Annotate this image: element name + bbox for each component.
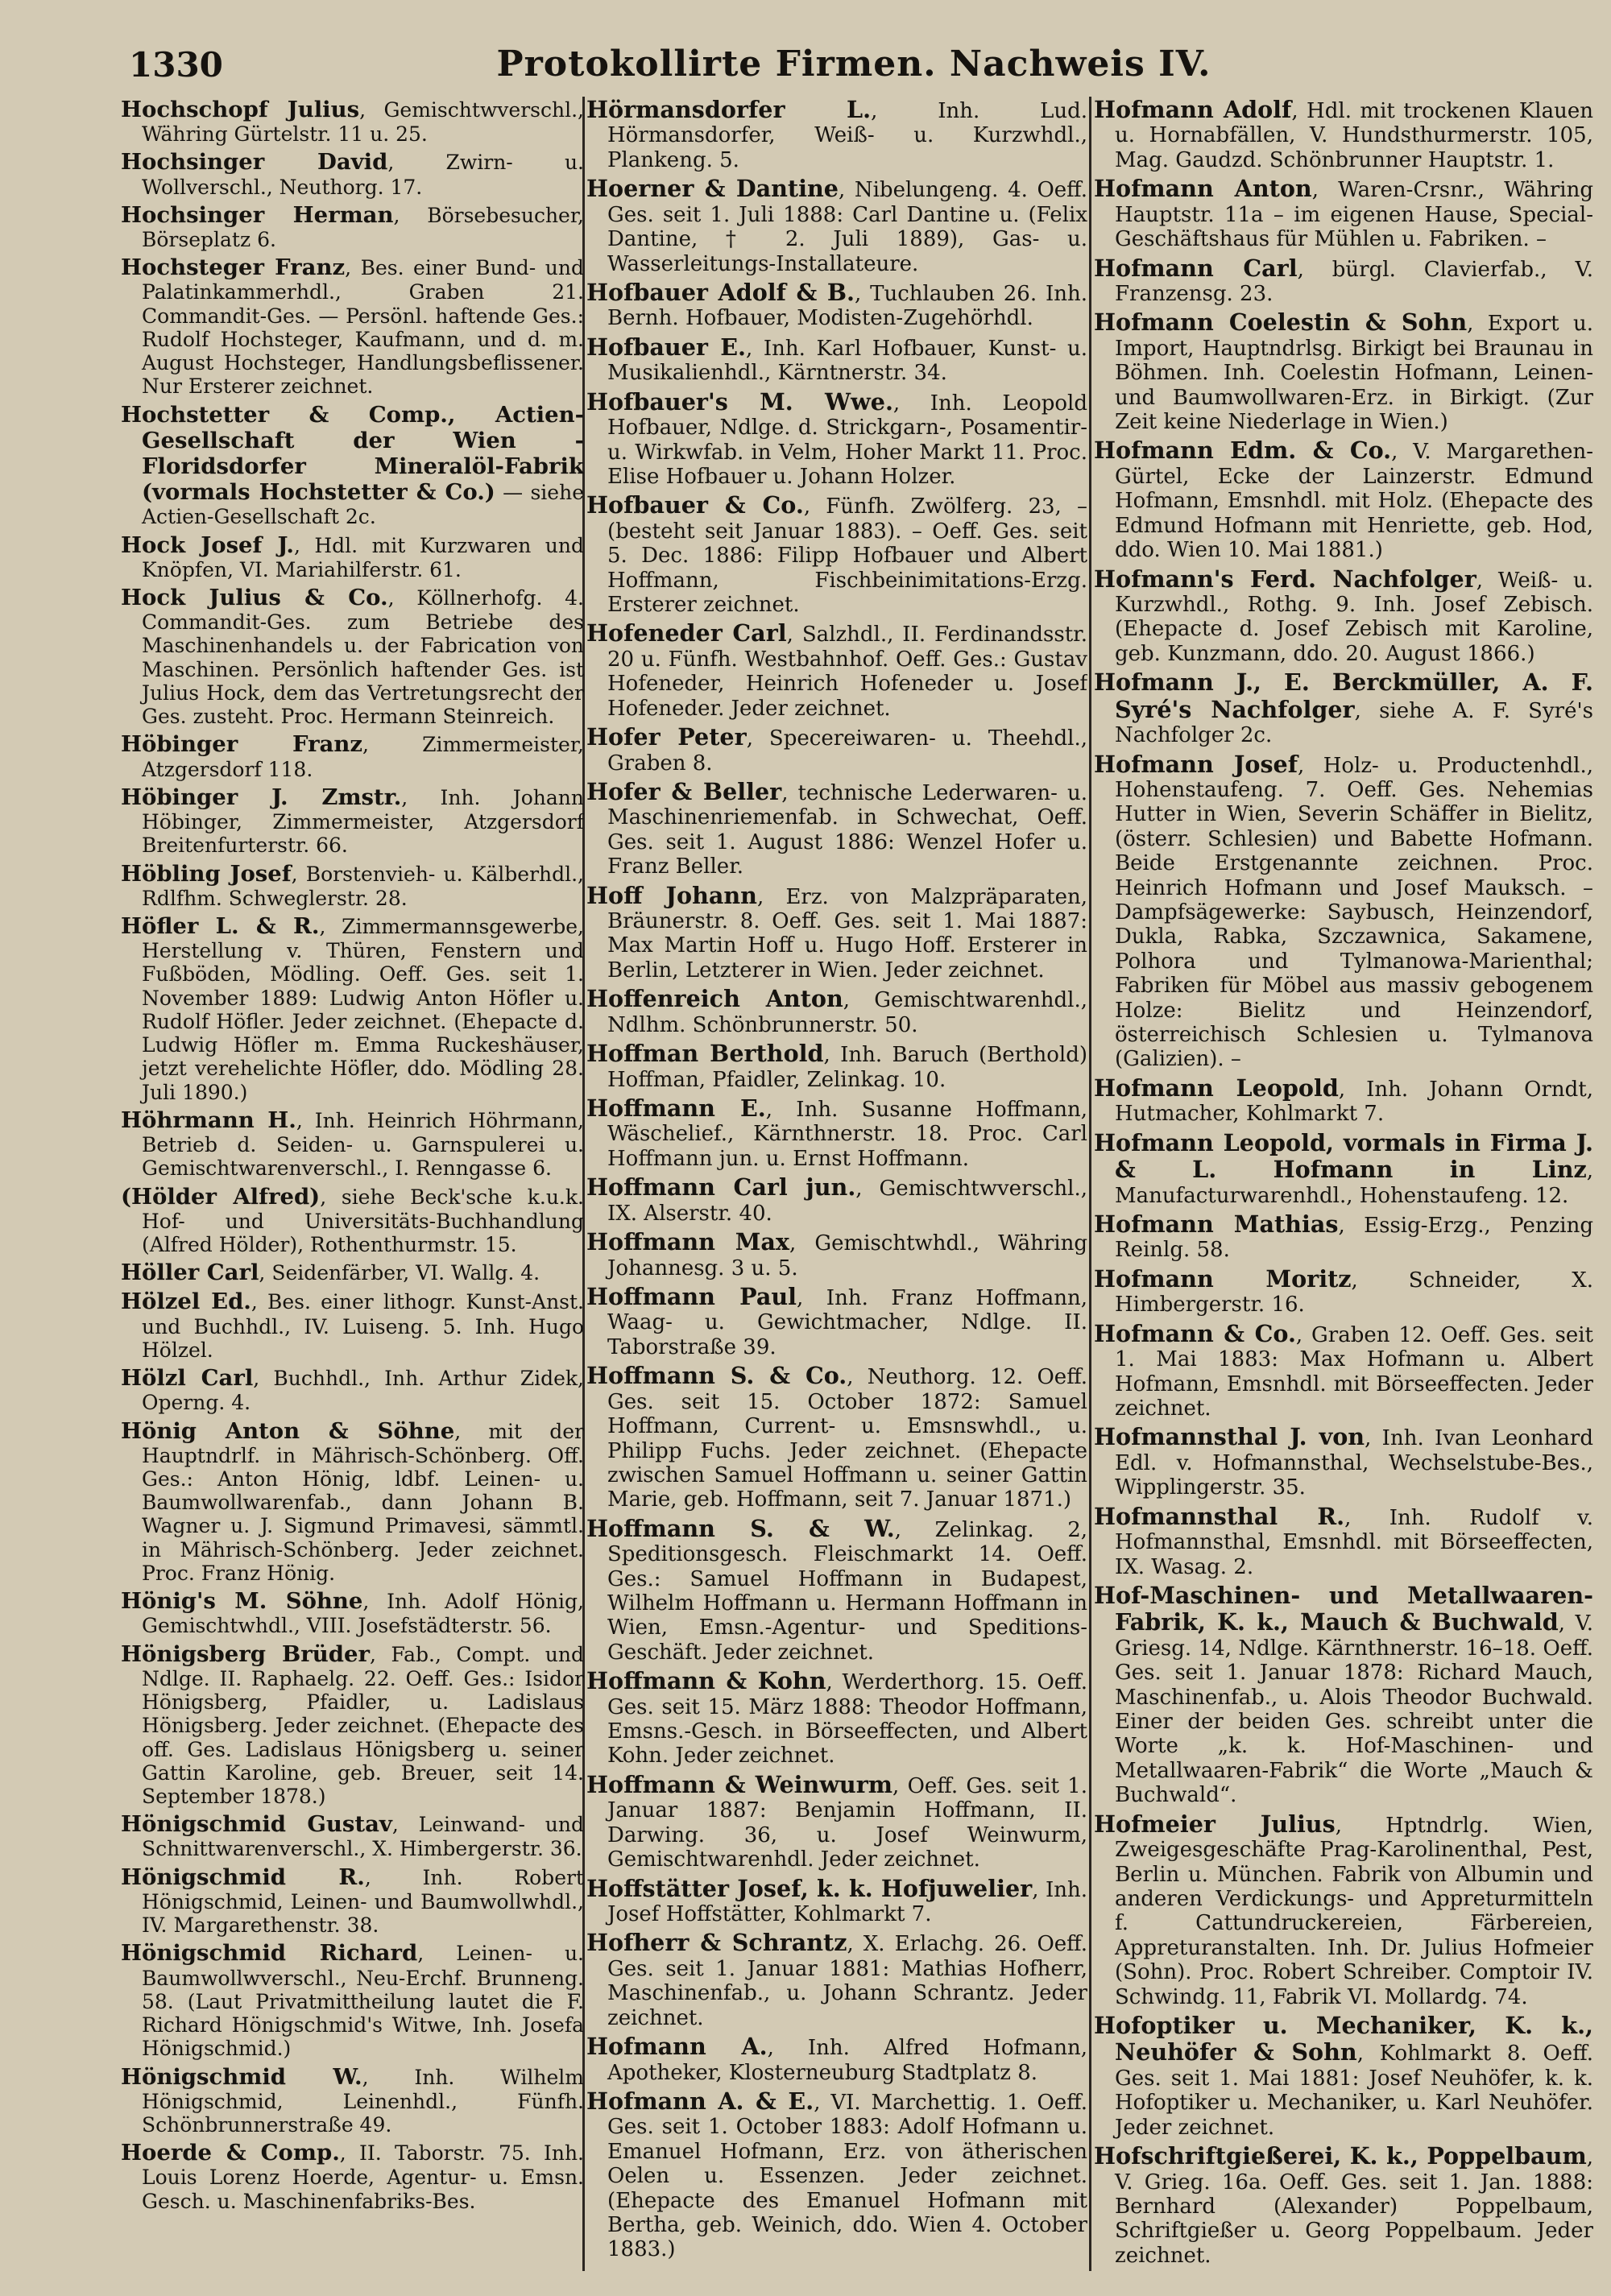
firm-details: , V. Griesg. 14, Ndlge. Kärnthnerstr. 16–18. Oeff. Ges. seit 1. Januar 1878: Richard Mauch, Maschinenfab., u. Alois Theodor Buchwald. Einer der beiden Ges. schreibt unter die Worte „k. k. Hof-Maschinen- und Metallwaaren-Fabrik“ die Worte „Mauch & Buchwald“. (1115, 1611, 1593, 1808)
directory-entry (1094, 751, 1593, 1072)
firm-name: Hofbauer's M. Wwe. (586, 387, 893, 416)
firm-name: (Hölder Alfred) (121, 1183, 321, 1210)
firm-name: Hofmann Adolf (1094, 97, 1292, 123)
directory-entry (121, 1260, 584, 1285)
firm-name: Hochsinger David (121, 149, 388, 176)
directory-entry (586, 389, 1087, 490)
directory-entry (586, 1095, 1087, 1171)
directory-entry (586, 779, 1087, 879)
firm-details: , Hdl. mit trockenen Klauen u. Hornabfällen, V. Hundsthurmerstr. 105, Mag. Gaudzd. Schönbrunner Hauptstr. 1. (1115, 99, 1593, 172)
firm-name: Höbinger J. Zmstr. (121, 784, 402, 810)
firm-name: Hofmann's Ferd. Nachfolger (1094, 565, 1476, 593)
directory-entry (1094, 1266, 1593, 1318)
firm-name: Hoffmann & Weinwurm (586, 1770, 893, 1798)
directory-entry (586, 986, 1087, 1037)
firm-name: Hoffmann E. (586, 1094, 766, 1122)
firm-name: Hoff Johann (586, 881, 757, 909)
firm-details: , Schneider, X. Himbergerstr. 16. (1115, 1268, 1593, 1318)
firm-name: Hönigsberg Brüder (121, 1640, 370, 1667)
directory-entry (586, 1772, 1087, 1872)
firm-name: Hofoptiker u. Mechaniker, K. k., Neuhöfer & Sohn (1094, 2012, 1593, 2066)
firm-details: , Manufacturwarenhdl., Hohenstaufeng. 12. (1115, 1159, 1593, 1208)
directory-entry (1094, 566, 1593, 667)
directory-entry (586, 2088, 1087, 2262)
firm-name: Hoffmann Paul (586, 1282, 797, 1310)
firm-details: , Inh. Lud. Hörmansdorfer, Weiß- u. Kurzwhdl., Plankeng. 5. (607, 99, 1087, 172)
firm-name: Hoffstätter Josef, k. k. Hofjuwelier (586, 1874, 1033, 1902)
directory-entry (586, 1229, 1087, 1280)
firm-details: , Fab., Compt. und Ndlge. II. Raphaelg. 22. Oeff. Ges.: Isidor Hönigsberg, Pfaidler, u. Ladislaus Hönigsberg. Jeder zeichnet. (Ehepacte des off. Ges. Ladislaus Hönigsberg u. seiner Gattin Karoline, geb. Breuer, seit 14. September 1878.) (142, 1642, 584, 1809)
directory-entry (586, 279, 1087, 331)
directory-entry (1094, 97, 1593, 172)
firm-details: , Specereiwaren- u. Theehdl., Graben 8. (607, 726, 1087, 776)
directory-entry (1094, 1321, 1593, 1421)
firm-details: , Inh. Leopold Hofbauer, Ndlge. d. Strickgarn-, Posamentir- u. Wirkwfab. in Velm, Hoher Markt 11. Proc. Elise Hofbauer u. Johann Holzer. (607, 391, 1087, 489)
firm-details: , siehe A. F. Syré's Nachfolger 2c. (1115, 698, 1593, 748)
firm-details: — siehe Actien-Gesellschaft 2c. (142, 481, 584, 529)
directory-entry (586, 334, 1087, 386)
directory-entry (586, 176, 1087, 276)
directory-entry (121, 254, 584, 398)
firm-name: Hofbauer E. (586, 333, 746, 361)
firm-details: , Leinen- u. Baumwollwverschl., Neu-Erchf. Brunneng. 58. (Laut Privatmittheilung lautet die F. Richard Hönigschmid's Witwe, Inh. Josefa Hönigschmid.) (142, 1942, 584, 2061)
firm-details: , Zimmermeister, Atzgersdorf 118. (142, 733, 584, 781)
firm-details: , technische Lederwaren- u. Maschinenriemenfab. in Schwechat, Oeff. Ges. seit 1. August 1886: Wenzel Hofer u. Franz Beller. (607, 780, 1087, 879)
directory-entry (121, 532, 584, 581)
directory-entry (1094, 1075, 1593, 1127)
firm-name: Höller Carl (121, 1260, 259, 1286)
firm-name: Hoffmann S. & Co. (586, 1362, 847, 1390)
directory-entry (1094, 1424, 1593, 1500)
firm-name: Höbling Josef (121, 860, 292, 887)
firm-name: Hofmann A. & E. (586, 2087, 814, 2115)
directory-entry (1094, 1211, 1593, 1263)
directory-entry (586, 1516, 1087, 1665)
firm-name: Hönigschmid W. (121, 2063, 362, 2090)
directory-entry (586, 2033, 1087, 2085)
firm-name: Hochschopf Julius (121, 97, 360, 122)
firm-name: Hönigschmid Richard (121, 1940, 418, 1967)
directory-entry (1094, 1130, 1593, 1208)
firm-details: , Inh. Franz Hoffmann, Waag- u. Gewichtmacher, Ndlge. II. Taborstraße 39. (607, 1285, 1087, 1359)
column-left (121, 97, 584, 2271)
firm-name: Höbinger Franz (121, 731, 362, 758)
page-header (121, 39, 1587, 95)
firm-name: Hofmann Edm. & Co. (1094, 436, 1392, 465)
firm-name: Hofmann Coelestin & Sohn (1094, 308, 1468, 337)
directory-entry (1094, 669, 1593, 747)
firm-name: Hofmannsthal J. von (1094, 1423, 1365, 1451)
firm-name: Hofmeier Julius (1094, 1810, 1336, 1838)
firm-name: Hönigschmid Gustav (121, 1811, 392, 1838)
firm-details: , Bes. einer lithogr. Kunst-Anst. und Buchhdl., IV. Luiseng. 5. Inh. Hugo Hölzel. (142, 1290, 584, 1362)
firm-details: , Leinwand- und Schnittwarenverschl., X. Himbergerstr. 36. (142, 1813, 584, 1861)
firm-name: Hofmannsthal R. (1094, 1502, 1345, 1530)
firm-details: , Gemischtwverschl., IX. Alserstr. 40. (607, 1177, 1087, 1226)
firm-details: , Inh. Rudolf v. Hofmannsthal, Emsnhdl. mit Börseeffecten, IX. Wasag. 2. (1115, 1505, 1593, 1579)
directory-entry (121, 1588, 584, 1637)
directory-entry (121, 1864, 584, 1938)
firm-name: Hofmann A. (586, 2033, 768, 2061)
firm-details: , Köllnerhofg. 4. Commandit-Ges. zum Betriebe des Maschinenhandels u. der Fabrication von Maschinen. Persönlich haftender Ges. ist Julius Hock, dem das Vertretungsrecht der Ges. zusteht. Proc. Hermann Steinreich. (142, 586, 584, 729)
firm-name: Hofherr & Schrantz (586, 1929, 847, 1957)
firm-details: , V. Margarethen-Gürtel, Ecke der Lainzerstr. Edmund Hofmann, Emsnhdl. mit Holz. (Ehepacte des Edmund Hofmann mit Henriette, geb. Hod, ddo. Wien 10. Mai 1881.) (1115, 440, 1593, 563)
firm-details: , Holz- u. Productenhdl., Hohenstaufeng. 7. Oeff. Ges. Nehemias Hutter in Wien, Severin Schäffer in Bielitz, (österr. Schlesien) und Babette Hofmann. Beide Erstgenannte zeichnen. Proc. Heinrich Hofmann und Josef Mauksch. – Dampfsägewerke: Saybusch, Heinzendorf, Dukla, Rabka, Szczawnica, Sakamene, Polhora und Tylmanowa-Marienthal; Fabriken für Möbel aus massiv gebogenem Holze: Bielitz und Heinzendorf, österreichisch Schlesien u. Tylmanova (Galizien). – (1115, 753, 1593, 1072)
directory-entry (121, 784, 584, 858)
firm-details: , V. Grieg. 16a. Oeff. Ges. seit 1. Jan. 1888: Bernhard (Alexander) Poppelbaum, Schriftgießer u. Georg Poppelbaum. Jeder zeichnet. (1115, 2145, 1593, 2268)
directory-entry (121, 2064, 584, 2137)
directory-entry (1094, 309, 1593, 434)
firm-name: Hochsteger Franz (121, 254, 346, 281)
firm-name: Hönig's M. Söhne (121, 1588, 363, 1615)
firm-details: , Zwirn- u. Wollverschl., Neuthorg. 17. (142, 151, 584, 199)
firm-details: , mit der Hauptndrlf. in Mährisch-Schönberg. Off. Ges.: Anton Hönig, ldbf. Leinen- u. Baumwollwarenfab., dann Johann B. Wagner u. J. Sigmund Primavesi, sämmtl. in Mährisch-Schönberg. Jeder zeichnet. Proc. Franz Hönig. (142, 1419, 584, 1585)
directory-entry (121, 202, 584, 251)
firm-name: Hoffman Berthold (586, 1040, 824, 1068)
firm-details: , Nibelungeng. 4. Oeff. Ges. seit 1. Juli 1888: Carl Dantine u. (Felix Dantine, † 2. Juli 1889), Gas- u. Wasserleitungs-Installateure. (607, 178, 1087, 276)
firm-name: Hofmann Leopold (1094, 1074, 1339, 1102)
firm-name: Hölzel Ed. (121, 1289, 251, 1315)
firm-details: , bürgl. Clavierfab., V. Franzensg. 23. (1115, 257, 1593, 306)
firm-details: , Seidenfärber, VI. Wallg. 4. (259, 1261, 540, 1285)
directory-entry (121, 2140, 584, 2213)
firm-details: , Inh. Robert Hönigschmid, Leinen- und Baumwollwhdl., IV. Margarethenstr. 38. (142, 1865, 584, 1938)
firm-details: , Oeff. Ges. seit 1. Januar 1887: Benjamin Hoffmann, II. Darwing. 36, u. Josef Weinwurm, Gemischtwarenhdl. Jeder zeichnet. (607, 1773, 1087, 1872)
directory-entry (1094, 1582, 1593, 1808)
firm-name: Hock Julius & Co. (121, 585, 388, 611)
firm-details: , Neuthorg. 12. Oeff. Ges. seit 15. October 1872: Samuel Hoffmann, Current- u. Emsnswhdl., u. Philipp Fuchs. Jeder zeichnet. (Ehepacte zwischen Samuel Hoffmann u. seiner Gattin Marie, geb. Hoffmann, seit 7. Januar 1871.) (607, 1365, 1087, 1512)
directory-entry (1094, 255, 1593, 307)
firm-name: Hoffmann Max (586, 1228, 789, 1256)
firm-details: , Bes. einer Bund- und Palatinkammerhdl., Graben 21. Commandit-Ges. — Persönl. haftende Ges.: Rudolf Hochsteger, Kaufmann, und d. m. August Hochsteger, Handlungsbeflissener. Nur Ersterer zeichnet. (142, 256, 584, 399)
directory-entry (586, 1876, 1087, 1927)
firm-name: Höfler L. & R. (121, 912, 320, 939)
directory-entry (586, 1930, 1087, 2030)
firm-name: Hofschriftgießerei, K. k., Poppelbaum (1094, 2142, 1587, 2170)
firm-details: , Borstenvieh- u. Kälberhdl., Rdlfhm. Schweglerstr. 28. (142, 862, 584, 910)
running-head: Protokollirte Firmen. Nachweis IV. (496, 43, 1211, 85)
firm-details: , VI. Marchettig. 1. Oeff. Ges. seit 1. October 1883: Adolf Hofmann u. Emanuel Hofmann, Erz. von ätherischen Oelen u. Essenzen. Jeder zeichnet. (Ehepacte des Emanuel Hofmann mit Bertha, geb. Weinich, ddo. Wien 4. October 1883.) (607, 2090, 1087, 2262)
firm-details: , Inh. Heinrich Höhrmann, Betrieb d. Seiden- u. Garnspulerei u. Gemischtwarenverschl., I. Renngasse 6. (142, 1108, 584, 1181)
directory-entry (1094, 176, 1593, 251)
directory-entry (1094, 437, 1593, 562)
directory-entry (121, 1418, 584, 1586)
firm-name: Hof-Maschinen- und Metallwaaren-Fabrik, K. k., Mauch & Buchwald (1094, 1581, 1593, 1636)
directory-entry (1094, 2013, 1593, 2140)
directory-entry (121, 1811, 584, 1860)
firm-details: , Hdl. mit Kurzwaren und Knöpfen, VI. Mariahilferstr. 61. (142, 533, 584, 581)
directory-entry (121, 1107, 584, 1181)
firm-details: , Inh. Baruch (Berthold) Hoffman, Pfaidler, Zelinkag. 10. (607, 1043, 1087, 1092)
firm-details: , Zimmermannsgewerbe, Herstellung v. Thüren, Fenstern und Fußböden, Mödling. Oeff. Ges. seit 1. November 1889: Ludwig Anton Höfler u. Rudolf Höfler. Jeder zeichnet. (Ehepacte d. Ludwig Höfler m. Emma Ruckeshäuser, jetzt verehelichte Höfler, ddo. Mödling 28. Juli 1890.) (142, 914, 584, 1104)
directory-entry (586, 1284, 1087, 1359)
firm-name: Hönig Anton & Söhne (121, 1417, 455, 1444)
directory-entry (1094, 2143, 1593, 2268)
firm-details: , Inh. Johann Orndt, Hutmacher, Kohlmarkt 7. (1115, 1077, 1593, 1127)
directory-entry (121, 1289, 584, 1362)
firm-details: , Inh. Wilhelm Hönigschmid, Leinenhdl., Fünfh. Schönbrunnerstraße 49. (142, 2065, 584, 2137)
firm-name: Hofmann Josef (1094, 750, 1298, 778)
directory-entry (586, 1668, 1087, 1769)
firm-name: Höhrmann H. (121, 1107, 296, 1133)
firm-details: , X. Erlachg. 26. Oeff. Ges. seit 1. Januar 1881: Mathias Hofherr, Maschinenfab., u. Johann Schrantz. Jeder zeichnet. (607, 1932, 1087, 2030)
firm-name: Hoffmann Carl jun. (586, 1173, 856, 1202)
firm-name: Hofer & Beller (586, 777, 782, 805)
directory-entry (121, 861, 584, 910)
directory-entry (586, 620, 1087, 721)
directory-entry (121, 1940, 584, 2060)
firm-details: , Essig-Erzg., Penzing Reinlg. 58. (1115, 1214, 1593, 1263)
firm-details: , Graben 12. Oeff. Ges. seit 1. Mai 1883: Max Hofmann u. Albert Hofmann, Emsnhdl. mit Börseeffecten. Jeder zeichnet. (1115, 1322, 1593, 1421)
firm-name: Hoffmann & Kohn (586, 1667, 826, 1695)
directory-entry (121, 149, 584, 198)
firm-name: Hofmann Moritz (1094, 1264, 1352, 1293)
firm-name: Hoerner & Dantine (586, 175, 839, 203)
directory-entry (121, 97, 584, 146)
firm-details: , Kohlmarkt 8. Oeff. Ges. seit 1. Mai 1881: Josef Neuhöfer, k. k. Hofoptiker u. Mechaniker, u. Karl Neuhöfer. Jeder zeichnet. (1115, 2042, 1593, 2140)
firm-name: Hofmann Carl (1094, 254, 1298, 282)
directory-entry (586, 1040, 1087, 1092)
firm-name: Hoffenreich Anton (586, 985, 843, 1013)
firm-details: , Waren-Crsnr., Währing Hauptstr. 11a – im eigenen Hause, Special-Geschäftshaus für Mühlen u. Fabriken. – (1115, 178, 1593, 252)
directory-entry (586, 97, 1087, 172)
directory-entry (121, 731, 584, 780)
firm-details: , Börsebesucher, Börseplatz 6. (142, 203, 584, 252)
column-middle (586, 97, 1087, 2271)
firm-name: Hofmann Leopold, vormals in Firma J. & L. Hofmann in Linz (1094, 1128, 1593, 1184)
directory-entry (1094, 1504, 1593, 1579)
firm-name: Hofer Peter (586, 723, 747, 751)
column-divider (1089, 97, 1091, 2271)
firm-name: Hofbauer & Co. (586, 491, 804, 519)
directory-entry (586, 883, 1087, 983)
directory-entry (586, 1174, 1087, 1226)
directory-entry (586, 724, 1087, 776)
firm-name: Hoerde & Comp. (121, 2140, 340, 2166)
column-right (1094, 97, 1593, 2271)
firm-details: , Werderthorg. 15. Oeff. Ges. seit 15. März 1888: Theodor Hoffmann, Emsns.-Gesch. in Börseeffecten, und Albert Kohn. Jeder zeichnet. (607, 1670, 1087, 1769)
firm-details: , Inh. Josef Hoffstätter, Kohlmarkt 7. (607, 1877, 1087, 1927)
directory-entry (121, 402, 584, 529)
firm-details: , Gemischtwverschl., Währing Gürtelstr. 11 u. 25. (142, 98, 584, 147)
directory-entry (121, 913, 584, 1104)
firm-details: , Tuchlauben 26. Inh. Bernh. Hofbauer, Modisten-Zugehörhdl. (607, 281, 1087, 331)
firm-name: Hofmann Anton (1094, 175, 1312, 203)
firm-details: , Inh. Susanne Hoffmann, Wäschelief., Kärnthnerstr. 18. Proc. Carl Hoffmann jun. u. Ernst Hoffmann. (607, 1098, 1087, 1171)
firm-name: Hofmann Mathias (1094, 1210, 1339, 1239)
firm-details: , Export u. Import, Hauptndrlsg. Birkigt bei Braunau in Böhmen. Inh. Coelestin Hofmann, Leinen- und Baumwollwaren-Erz. in Birkigt. (Zur Zeit keine Niederlage in Wien.) (1115, 312, 1593, 435)
firm-details: , Inh. Johann Höbinger, Zimmermeister, Atzgersdorf Breitenfurterstr. 66. (142, 785, 584, 858)
firm-details: , Weiß- u. Kurzwhdl., Rothg. 9. Inh. Josef Zebisch. (Ehepacte d. Josef Zebisch mit Karoline, geb. Kunzmann, ddo. 20. August 1866.) (1115, 568, 1593, 666)
firm-details: , II. Taborstr. 75. Inh. Louis Lorenz Hoerde, Agentur- u. Emsn. Gesch. u. Maschinenfabriks-Bes. (142, 2141, 584, 2213)
firm-details: , Erz. von Malzpräparaten, Bräunerstr. 8. Oeff. Ges. seit 1. Mai 1887: Max Martin Hoff u. Hugo Hoff. Ersterer in Berlin, Letzterer in Wien. Jeder zeichnet. (607, 884, 1087, 983)
firm-details: , Buchhdl., Inh. Arthur Zidek, Operng. 4. (142, 1367, 584, 1415)
directory-entry (121, 1641, 584, 1809)
firm-name: Hofbauer Adolf & B. (586, 278, 855, 306)
firm-details: , Inh. Ivan Leonhard Edl. v. Hofmannsthal, Wechselstube-Bes., Wipplingerstr. 35. (1115, 1426, 1593, 1500)
page-number: 1330 (129, 45, 223, 85)
directory-entry (1094, 1811, 1593, 2009)
directory-entry (121, 1365, 584, 1414)
firm-details: , Zelinkag. 2, Speditionsgesch. Fleischmarkt 14. Oeff. Ges.: Samuel Hoffmann in Budapest, Wilhelm Hoffmann u. Hermann Hoffmann in Wien, Emsn.-Agentur- und Speditions-Geschäft. Jeder zeichnet. (607, 1517, 1087, 1665)
firm-name: Hofmann & Co. (1094, 1319, 1296, 1347)
firm-name: Hofmann J., E. Berckmüller, A. F. Syré's Nachfolger (1094, 668, 1593, 723)
firm-name: Hoffmann S. & W. (586, 1514, 895, 1542)
firm-details: , Gemischtwarenhdl., Ndlhm. Schönbrunnerstr. 50. (607, 988, 1087, 1037)
firm-name: Hörmansdorfer L. (586, 97, 872, 123)
firm-details: , Inh. Adolf Hönig, Gemischtwhdl., VIII. Josefstädterstr. 56. (142, 1590, 584, 1638)
firm-name: Hochstetter & Comp., Actien-Gesellschaft der Wien - Floridsdorfer Mineralöl-Fabrik (vormals Hochstetter & Co.) (121, 401, 584, 506)
firm-details: , Hptndrlg. Wien, Zweigesgeschäfte Prag-Karolinenthal, Pest, Berlin u. München. Fabrik von Albumin und anderen Verdickungs- und Appreturmitteln f. Cattundruckereien, Färbereien, Appreturanstalten. Inh. Dr. Julius Hofmeier (Sohn). Proc. Robert Schreiber. Comptoir IV. Schwindg. 11, Fabrik VI. Mollardg. 74. (1115, 1813, 1593, 2009)
directory-entry (586, 492, 1087, 617)
firm-name: Hock Josef J. (121, 532, 294, 558)
directory-entry (121, 1184, 584, 1257)
firm-details: , Fünfh. Zwölferg. 23, – (besteht seit Januar 1883). – Oeff. Ges. seit 5. Dec. 1886: Filipp Hofbauer und Albert Hoffmann, Fischbeinimitations-Erzg. Ersterer zeichnet. (607, 494, 1087, 617)
firm-details: , Salzhdl., II. Ferdinandsstr. 20 u. Fünfh. Westbahnhof. Oeff. Ges.: Gustav Hofeneder, Heinrich Hofeneder u. Josef Hofeneder. Jeder zeichnet. (607, 623, 1087, 721)
directory-entry (121, 585, 584, 728)
firm-name: Hönigschmid R. (121, 1864, 365, 1890)
firm-details: , Inh. Karl Hofbauer, Kunst- u. Musikalienhdl., Kärntnerstr. 34. (607, 336, 1087, 386)
firm-name: Hofeneder Carl (586, 619, 787, 647)
firm-details: , Inh. Alfred Hofmann, Apotheker, Klosterneuburg Stadtplatz 8. (607, 2036, 1087, 2085)
firm-name: Hölzl Carl (121, 1365, 254, 1392)
firm-name: Hochsinger Herman (121, 201, 394, 228)
firm-details: , siehe Beck'sche k.u.k. Hof- und Universitäts-Buchhandlung (Alfred Hölder), Rothenthurmstr. 15. (142, 1185, 584, 1256)
firm-details: , Gemischtwhdl., Währing Johannesg. 3 u. 5. (607, 1231, 1087, 1280)
directory-entry (586, 1363, 1087, 1512)
